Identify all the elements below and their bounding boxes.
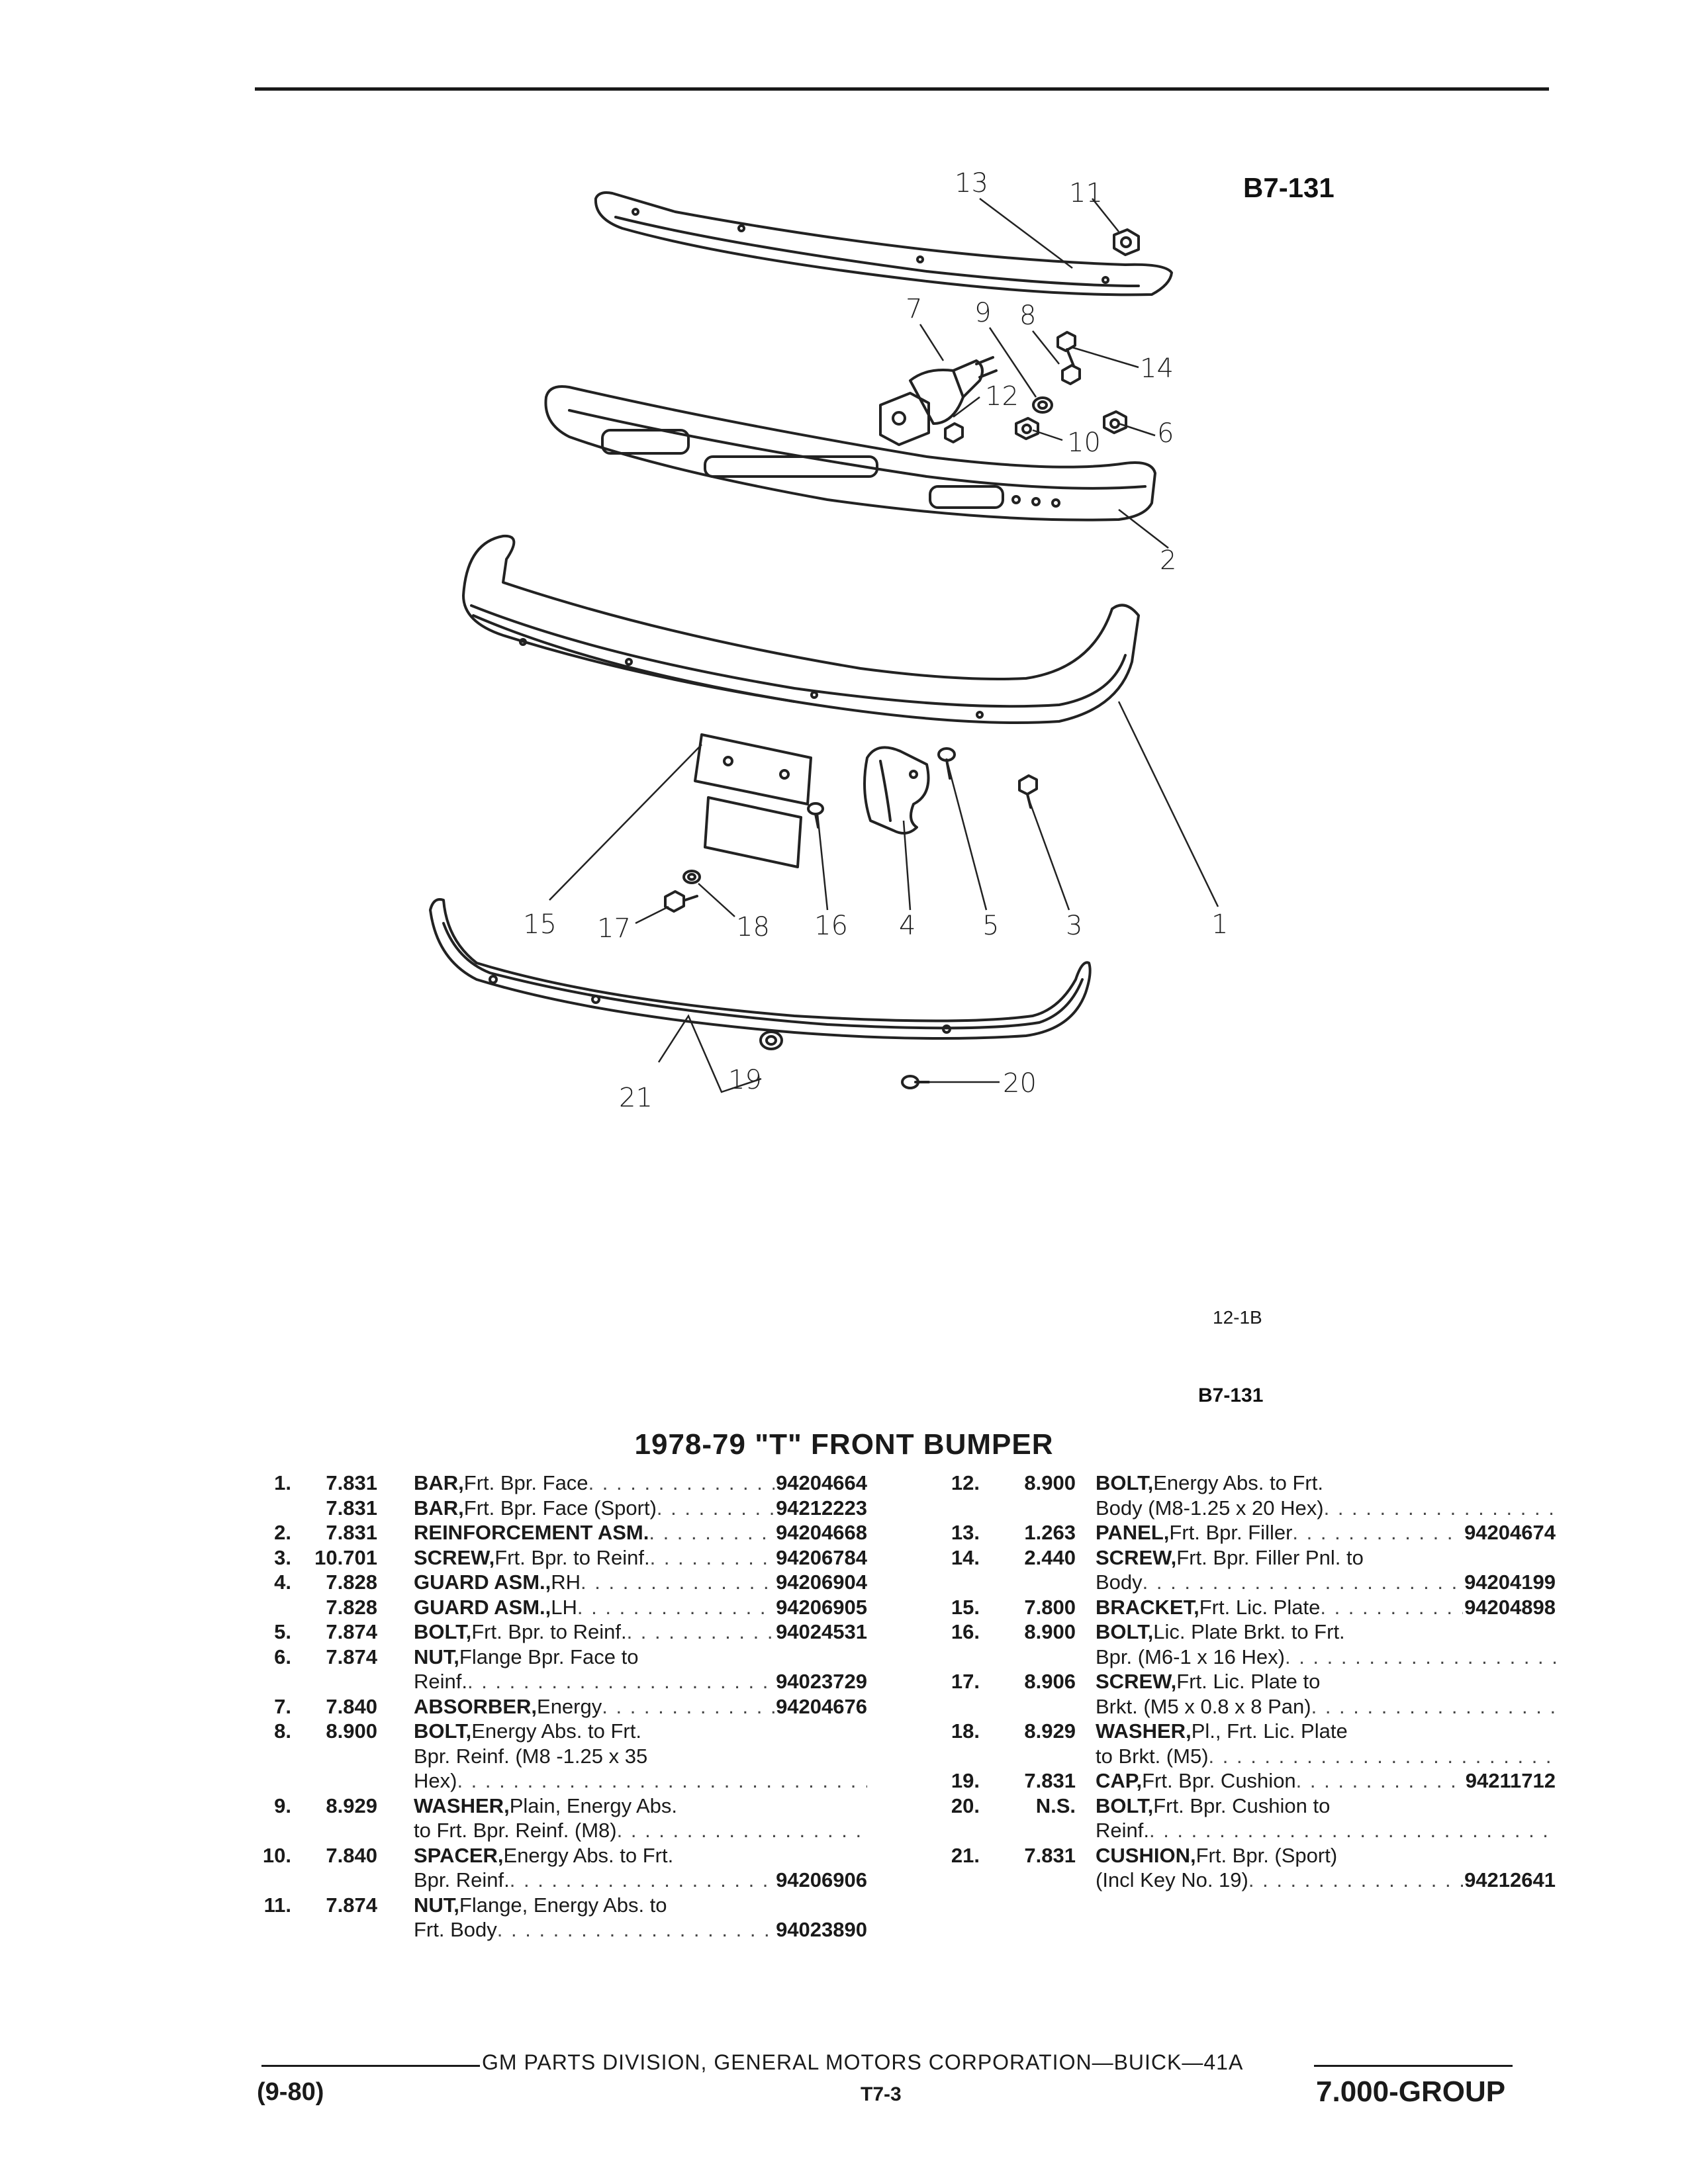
parts-row — [238, 1471, 867, 1496]
part-name: CAP, — [1096, 1769, 1143, 1792]
description-line — [414, 1843, 867, 1868]
part-text: Frt. Bpr. Cushion to — [1153, 1794, 1331, 1817]
parts-list-right-column — [907, 1471, 1556, 1893]
footer-rule-left — [261, 2065, 480, 2067]
key-number: 12. — [951, 1471, 980, 1494]
callout-15: 15 — [523, 909, 557, 940]
description-line — [414, 1520, 867, 1545]
group-number: 7.831 — [1024, 1769, 1076, 1792]
callout-13: 13 — [955, 168, 988, 199]
group-number: 7.828 — [326, 1595, 377, 1619]
callout-2: 2 — [1160, 545, 1177, 576]
callout-11: 11 — [1069, 178, 1103, 208]
callout-10: 10 — [1067, 428, 1101, 458]
part-description — [414, 1645, 867, 1694]
part-text: Frt. Body — [414, 1918, 497, 1941]
parts-row — [238, 1545, 867, 1570]
part-text: Bpr. (M6-1 x 16 Hex) — [1096, 1645, 1285, 1668]
part-text: Energy — [537, 1694, 602, 1718]
leader-lines — [549, 199, 1218, 1092]
description-line — [1096, 1520, 1556, 1545]
parts-row — [907, 1619, 1556, 1669]
group-number: 7.874 — [326, 1620, 377, 1643]
part-number: 94204664 — [776, 1471, 867, 1494]
description-line — [1096, 1794, 1556, 1819]
part-description — [1096, 1595, 1556, 1620]
callout-4: 4 — [899, 911, 916, 941]
part-text: Frt. Bpr. Cushion — [1142, 1769, 1296, 1792]
dot-leader — [1320, 1595, 1463, 1620]
part-text: Bpr. Reinf. (M8 -1.25 x 35 — [414, 1744, 648, 1768]
description-line — [1096, 1669, 1556, 1694]
group-number: 8.929 — [1024, 1719, 1076, 1743]
group-number: 7.874 — [326, 1893, 377, 1917]
part-text: Hex) — [414, 1769, 457, 1792]
part-description — [414, 1893, 867, 1942]
description-line — [1096, 1619, 1556, 1645]
parts-row — [907, 1669, 1556, 1719]
dot-leader — [457, 1768, 867, 1794]
dot-leader — [1296, 1768, 1464, 1794]
part-number: 94024531 — [776, 1620, 867, 1643]
key-number: 19. — [951, 1769, 980, 1792]
key-number: 13. — [951, 1521, 980, 1544]
dot-leader — [588, 1471, 775, 1496]
part-text: Brkt. (M5 x 0.8 x 8 Pan) — [1096, 1694, 1311, 1718]
part-name: SCREW, — [1096, 1545, 1177, 1569]
callout-7: 7 — [906, 294, 923, 324]
part-description — [414, 1570, 867, 1595]
key-number: 20. — [951, 1794, 980, 1817]
dot-leader — [1248, 1868, 1463, 1893]
group-number: 7.840 — [326, 1843, 377, 1867]
dot-leader — [1149, 1818, 1556, 1843]
group-number: 2.440 — [1024, 1545, 1076, 1569]
parts-row — [238, 1893, 867, 1942]
part-description — [1096, 1545, 1556, 1595]
description-line — [414, 1794, 867, 1819]
key-number: 8. — [274, 1719, 291, 1743]
key-number: 9. — [274, 1794, 291, 1817]
part-description — [1096, 1471, 1556, 1520]
part-name: SCREW, — [1096, 1670, 1177, 1693]
parts-row — [907, 1545, 1556, 1595]
key-number: 4. — [274, 1570, 291, 1594]
bar-face-part — [463, 536, 1139, 723]
group-number: 8.900 — [1024, 1620, 1076, 1643]
dot-leader — [581, 1570, 774, 1595]
part-name: BOLT, — [414, 1620, 472, 1643]
part-text: Plain, Energy Abs. — [509, 1794, 678, 1817]
description-line — [1096, 1496, 1556, 1521]
description-line — [414, 1496, 867, 1521]
key-number: 16. — [951, 1620, 980, 1643]
group-number: 7.831 — [326, 1471, 377, 1494]
description-line — [414, 1645, 867, 1670]
dot-leader — [650, 1545, 774, 1570]
part-description — [1096, 1619, 1556, 1669]
key-number: 1. — [274, 1471, 291, 1494]
part-description — [1096, 1669, 1556, 1719]
guard-part — [865, 747, 929, 833]
part-text: Reinf. — [414, 1670, 467, 1693]
part-name: SCREW, — [414, 1545, 495, 1569]
description-line — [1096, 1843, 1556, 1868]
part-text: Pl., Frt. Lic. Plate — [1191, 1719, 1348, 1743]
part-name: GUARD ASM., — [414, 1570, 551, 1594]
part-text: Energy Abs. to Frt. — [1153, 1471, 1323, 1494]
description-line — [414, 1471, 867, 1496]
part-number: 94204668 — [776, 1521, 867, 1544]
callout-1: 1 — [1211, 909, 1229, 940]
part-description — [414, 1595, 867, 1620]
parts-row — [907, 1719, 1556, 1768]
part-description — [1096, 1719, 1556, 1768]
callout-3: 3 — [1066, 911, 1083, 941]
key-number: 11. — [263, 1893, 291, 1917]
footer-publisher: GM PARTS DIVISION, GENERAL MOTORS CORPORATION—BUICK—41A — [482, 2050, 1244, 2074]
part-number: 94204199 — [1464, 1570, 1556, 1594]
description-line — [1096, 1818, 1556, 1843]
part-name: PANEL, — [1096, 1521, 1170, 1544]
dot-leader — [497, 1917, 774, 1942]
group-number: 1.263 — [1024, 1521, 1076, 1544]
callout-18: 18 — [736, 912, 770, 942]
reinforcement-part — [545, 387, 1155, 520]
group-number: N.S. — [1035, 1794, 1076, 1817]
key-number: 10. — [262, 1843, 291, 1867]
description-line — [1096, 1545, 1556, 1570]
figure-id-repeat: B7-131 — [1198, 1385, 1264, 1406]
part-name: BOLT, — [1096, 1620, 1154, 1643]
group-number: 7.831 — [326, 1521, 377, 1544]
part-text: Frt. Bpr. to Reinf. — [494, 1545, 650, 1569]
description-line — [1096, 1744, 1556, 1769]
part-number: 94212641 — [1464, 1868, 1556, 1891]
dot-leader — [1143, 1570, 1463, 1595]
part-number: 94023729 — [776, 1670, 867, 1693]
part-text: Frt. Lic. Plate — [1199, 1595, 1321, 1619]
description-line — [414, 1818, 867, 1843]
part-text: Energy Abs. to Frt. — [471, 1719, 641, 1743]
part-number: 94206906 — [776, 1868, 867, 1891]
part-number: 94204674 — [1464, 1521, 1556, 1544]
dot-leader — [627, 1619, 775, 1645]
part-name: CUSHION, — [1096, 1843, 1196, 1867]
part-name: BOLT, — [1096, 1794, 1154, 1817]
callout-12: 12 — [985, 381, 1019, 412]
footer-date: (9-80) — [257, 2078, 324, 2106]
part-description — [1096, 1768, 1556, 1794]
part-name: BOLT, — [414, 1719, 472, 1743]
dot-leader — [467, 1669, 774, 1694]
callout-21: 21 — [619, 1083, 653, 1113]
parts-row — [238, 1794, 867, 1843]
key-number: 5. — [274, 1620, 291, 1643]
footer-group: 7.000-GROUP — [1316, 2075, 1506, 2108]
part-name: SPACER, — [414, 1843, 504, 1867]
callout-19: 19 — [728, 1065, 762, 1095]
part-name: NUT, — [414, 1645, 459, 1668]
part-text: to Frt. Bpr. Reinf. (M8) — [414, 1819, 617, 1842]
footer-rule-right — [1314, 2065, 1513, 2067]
part-name: BRACKET, — [1096, 1595, 1199, 1619]
callout-17: 17 — [597, 913, 631, 944]
parts-row — [238, 1520, 867, 1545]
part-text: Energy Abs. to Frt. — [503, 1843, 674, 1867]
dot-leader — [1209, 1744, 1556, 1769]
key-number: 2. — [274, 1521, 291, 1544]
description-line — [1096, 1595, 1556, 1620]
parts-row — [907, 1595, 1556, 1620]
group-number: 10.701 — [314, 1545, 377, 1569]
description-line — [1096, 1471, 1556, 1496]
part-number: 94206905 — [776, 1595, 867, 1619]
part-text: Reinf. — [1096, 1819, 1149, 1842]
part-number: 94204898 — [1464, 1595, 1556, 1619]
key-number: 17. — [951, 1670, 980, 1693]
part-text: Frt. Bpr. to Reinf. — [471, 1620, 627, 1643]
description-line — [414, 1744, 867, 1769]
part-name: BAR, — [414, 1471, 464, 1494]
dot-leader — [577, 1595, 774, 1620]
part-name: WASHER, — [414, 1794, 510, 1817]
footer-page-number: T7-3 — [861, 2083, 902, 2105]
dot-leader — [510, 1868, 774, 1893]
part-description — [1096, 1794, 1556, 1843]
description-line — [414, 1868, 867, 1893]
part-name: ABSORBER, — [414, 1694, 538, 1718]
part-number: 94212223 — [776, 1496, 867, 1520]
group-number: 7.831 — [1024, 1843, 1076, 1867]
callout-14: 14 — [1140, 353, 1174, 384]
dot-leader — [1324, 1496, 1556, 1521]
dot-leader — [1311, 1694, 1556, 1719]
parts-row — [238, 1719, 867, 1794]
callout-6: 6 — [1157, 418, 1174, 449]
part-text: Frt. Bpr. Face — [463, 1471, 588, 1494]
description-line — [1096, 1645, 1556, 1670]
part-description — [414, 1471, 867, 1496]
parts-row — [238, 1645, 867, 1694]
part-description — [414, 1694, 867, 1719]
part-text: Frt. Lic. Plate to — [1176, 1670, 1321, 1693]
callout-9: 9 — [974, 298, 992, 328]
description-line — [414, 1694, 867, 1719]
part-description — [414, 1843, 867, 1893]
part-description — [414, 1794, 867, 1843]
part-description — [414, 1619, 867, 1645]
energy-absorber-part — [880, 357, 996, 445]
dot-leader — [649, 1520, 774, 1545]
callout-16: 16 — [814, 911, 848, 941]
dot-leader — [1292, 1520, 1463, 1545]
part-name: REINFORCEMENT ASM. — [414, 1521, 649, 1544]
part-description — [1096, 1520, 1556, 1545]
part-text: Flange Bpr. Face to — [459, 1645, 639, 1668]
part-number: 94206784 — [776, 1545, 867, 1569]
part-text: to Brkt. (M5) — [1096, 1744, 1209, 1768]
group-number: 8.906 — [1024, 1670, 1076, 1693]
group-number: 7.800 — [1024, 1595, 1076, 1619]
part-name: BAR, — [414, 1496, 464, 1520]
part-text: Frt. Bpr. Filler Pnl. to — [1176, 1545, 1364, 1569]
part-number: 94023890 — [776, 1918, 867, 1941]
part-text: Frt. Bpr. Filler — [1169, 1521, 1293, 1544]
part-number: 94204676 — [776, 1694, 867, 1718]
parts-row — [238, 1843, 867, 1893]
parts-row — [907, 1768, 1556, 1794]
description-line — [414, 1619, 867, 1645]
dot-leader — [657, 1496, 774, 1521]
part-name: GUARD ASM., — [414, 1595, 551, 1619]
part-description — [414, 1545, 867, 1570]
group-number: 7.828 — [326, 1570, 377, 1594]
key-number: 6. — [274, 1645, 291, 1668]
callout-5: 5 — [982, 911, 1000, 941]
key-number: 21. — [951, 1843, 980, 1867]
part-text: (Incl Key No. 19) — [1096, 1868, 1248, 1891]
part-name: BOLT, — [1096, 1471, 1154, 1494]
part-text: Flange, Energy Abs. to — [459, 1893, 667, 1917]
key-number: 3. — [274, 1545, 291, 1569]
description-line — [414, 1893, 867, 1918]
parts-list-title: 1978-79 "T" FRONT BUMPER — [634, 1428, 1054, 1461]
parts-row — [238, 1619, 867, 1645]
callout-8: 8 — [1019, 300, 1037, 331]
dot-leader — [602, 1694, 774, 1719]
parts-list-left-column — [238, 1471, 867, 1942]
parts-row — [907, 1794, 1556, 1843]
part-description — [414, 1520, 867, 1545]
part-text: RH — [551, 1570, 581, 1594]
key-number: 18. — [951, 1719, 980, 1743]
parts-row — [907, 1471, 1556, 1520]
part-text: LH — [551, 1595, 577, 1619]
part-text: Frt. Bpr. Face (Sport) — [463, 1496, 657, 1520]
part-description — [1096, 1843, 1556, 1893]
part-text: Body — [1096, 1570, 1143, 1594]
parts-row — [907, 1520, 1556, 1545]
description-line — [1096, 1719, 1556, 1744]
description-line — [414, 1768, 867, 1794]
parts-row — [238, 1570, 867, 1595]
group-number: 8.900 — [326, 1719, 377, 1743]
description-line — [1096, 1768, 1556, 1794]
flange-nut-part — [1114, 230, 1139, 255]
part-text: Lic. Plate Brkt. to Frt. — [1153, 1620, 1345, 1643]
description-line — [1096, 1694, 1556, 1719]
group-number: 8.900 — [1024, 1471, 1076, 1494]
group-number: 8.929 — [326, 1794, 377, 1817]
dot-leader — [1285, 1645, 1556, 1670]
description-line — [1096, 1868, 1556, 1893]
part-number: 94211712 — [1465, 1769, 1556, 1792]
part-description — [414, 1719, 867, 1794]
description-line — [414, 1917, 867, 1942]
group-number: 7.831 — [326, 1496, 377, 1520]
part-text: Frt. Bpr. (Sport) — [1196, 1843, 1338, 1867]
figure-reference: 12-1B — [1213, 1307, 1262, 1328]
group-number: 7.840 — [326, 1694, 377, 1718]
key-number: 14. — [951, 1545, 980, 1569]
group-number: 7.874 — [326, 1645, 377, 1668]
description-line — [414, 1570, 867, 1595]
figure-id: B7-131 — [1243, 172, 1335, 203]
parts-row — [238, 1694, 867, 1719]
description-line — [414, 1545, 867, 1570]
part-name: WASHER, — [1096, 1719, 1192, 1743]
part-name: NUT, — [414, 1893, 459, 1917]
parts-row — [238, 1595, 867, 1620]
part-text: Body (M8-1.25 x 20 Hex) — [1096, 1496, 1324, 1520]
part-description — [414, 1496, 867, 1521]
parts-row — [907, 1843, 1556, 1893]
description-line — [414, 1669, 867, 1694]
description-line — [414, 1719, 867, 1744]
key-number: 7. — [274, 1694, 291, 1718]
parts-row — [238, 1496, 867, 1521]
license-plate-bracket-part — [695, 735, 811, 867]
description-line — [414, 1595, 867, 1620]
part-number: 94206904 — [776, 1570, 867, 1594]
callout-20: 20 — [1003, 1068, 1037, 1099]
dot-leader — [617, 1818, 867, 1843]
description-line — [1096, 1570, 1556, 1595]
key-number: 15. — [951, 1595, 980, 1619]
part-text: Bpr. Reinf. — [414, 1868, 510, 1891]
